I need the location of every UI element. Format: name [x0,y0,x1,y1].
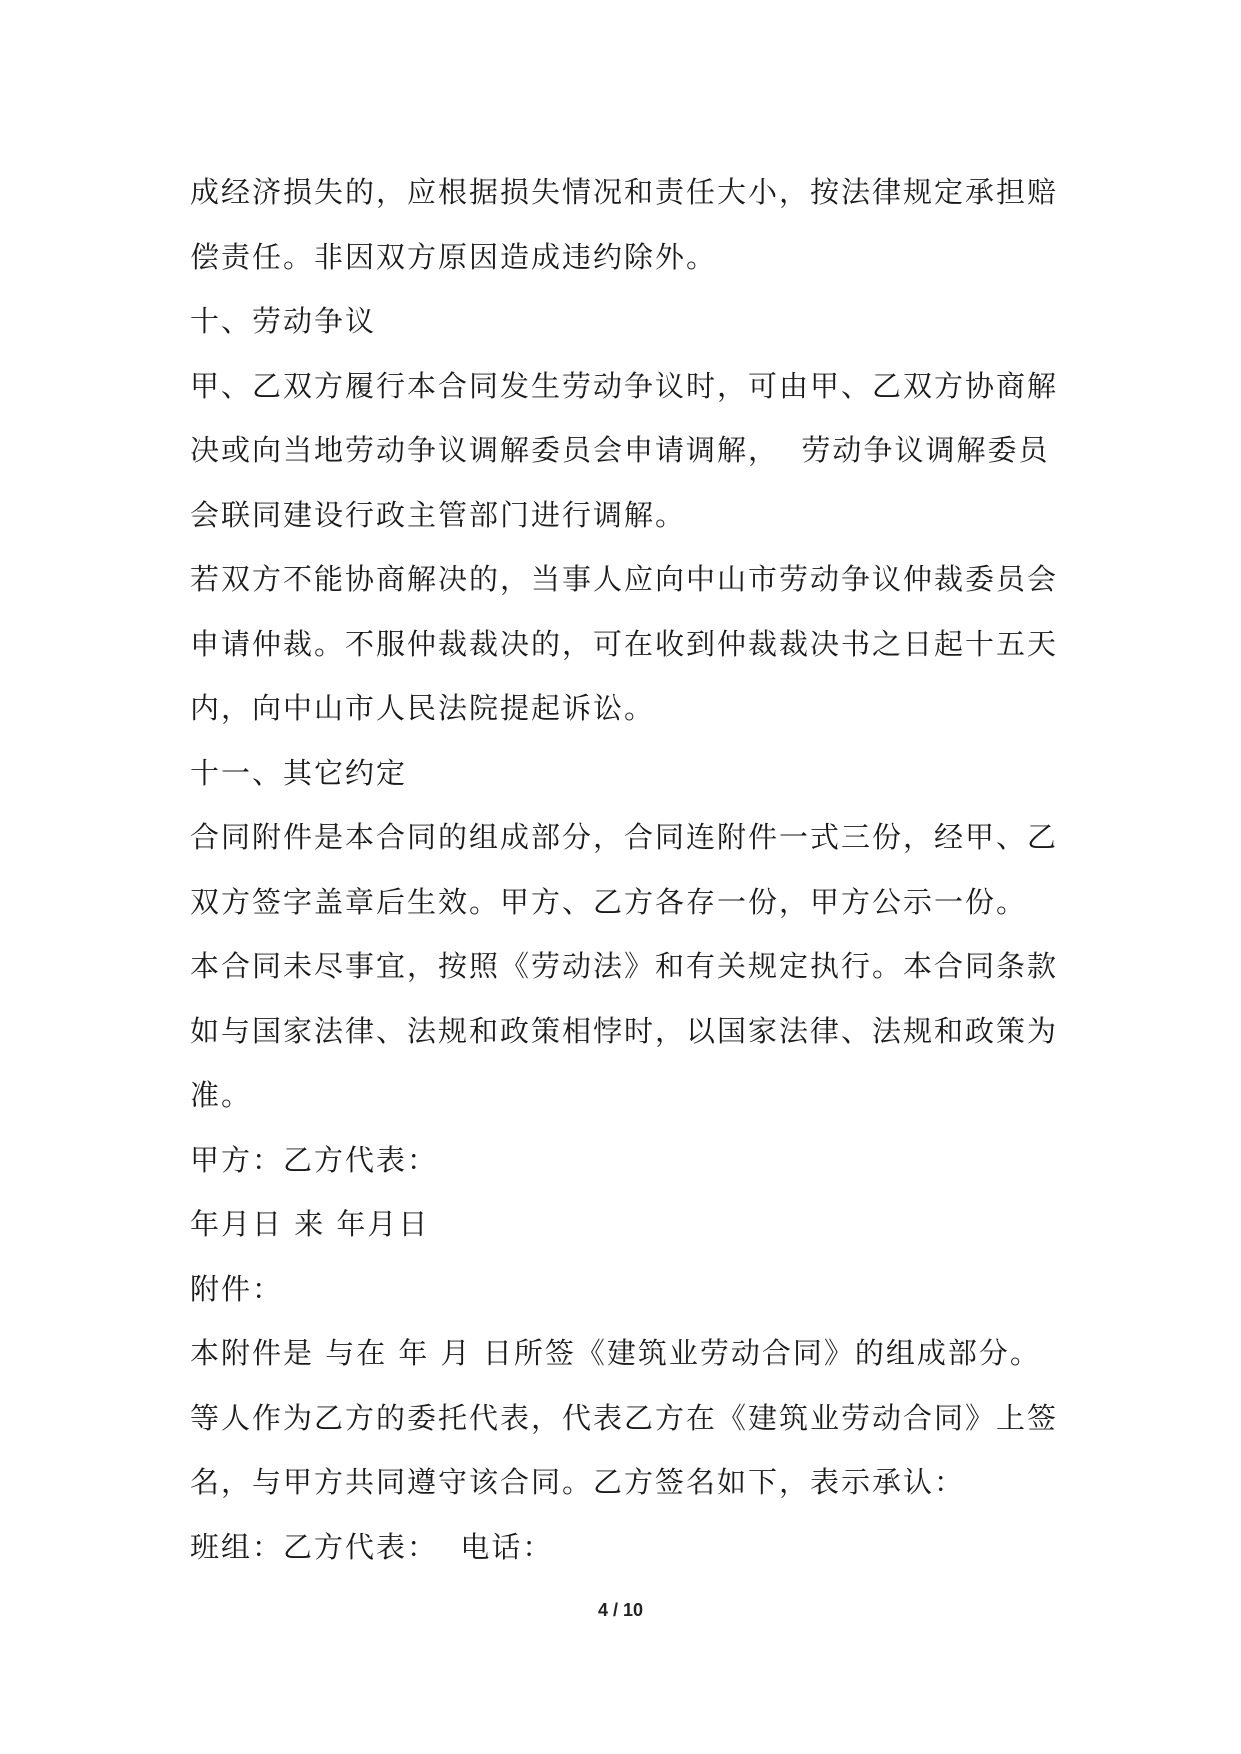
text-line: 等人作为乙方的委托代表，代表乙方在《建筑业劳动合同》上签 [190,1400,1059,1435]
text-line: 本附件是 与在 年 月 日所签《建筑业劳动合同》的组成部分。 [190,1336,1041,1370]
attachment-heading: 附件： [190,1271,284,1306]
text-line: 准。 [190,1078,253,1112]
text-line: 偿责任。非因双方原因造成违约除外。 [190,239,718,274]
text-line: 决或向当地劳动争议调解委员会申请调解， 劳动争议调解委员 [190,433,1050,467]
text-line: 双方签字盖章后生效。甲方、乙方各存一份，甲方公示一份。 [190,884,1028,919]
text-line: 本合同未尽事宜，按照《劳动法》和有关规定执行。本合同条款 [190,949,1059,983]
text-line: 申请仲裁。不服仲裁裁决的，可在收到仲裁裁决书之日起十五天 [190,626,1059,661]
section-heading-other-agreements: 十一、其它约定 [190,755,408,790]
text-line: 若双方不能协商解决的，当事人应向中山市劳动争议仲裁委员会 [190,562,1059,596]
text-line: 成经济损失的，应根据损失情况和责任大小，按法律规定承担赔 [190,175,1059,209]
text-line: 甲、乙双方履行本合同发生劳动争议时，可由甲、乙双方协商解 [190,368,1059,403]
page-number: 4 / 10 [597,1600,644,1620]
team-contact-line: 班组：乙方代表： 电话： [190,1529,554,1564]
text-line: 如与国家法律、法规和政策相悖时，以国家法律、法规和政策为 [190,1013,1059,1048]
section-heading-labor-dispute: 十、劳动争议 [190,304,377,338]
document-body [190,160,1070,1579]
text-line: 名，与甲方共同遵守该合同。乙方签名如下，表示承认： [190,1465,966,1499]
text-line: 内，向中山市人民法院提起诉讼。 [190,691,656,725]
signature-parties-line: 甲方：乙方代表： [190,1142,439,1177]
text-line: 合同附件是本合同的组成部分，合同连附件一式三份，经甲、乙 [190,820,1059,854]
text-line: 会联同建设行政主管部门进行调解。 [190,497,687,532]
signature-date-line: 年月日 来 年月日 [190,1207,430,1241]
